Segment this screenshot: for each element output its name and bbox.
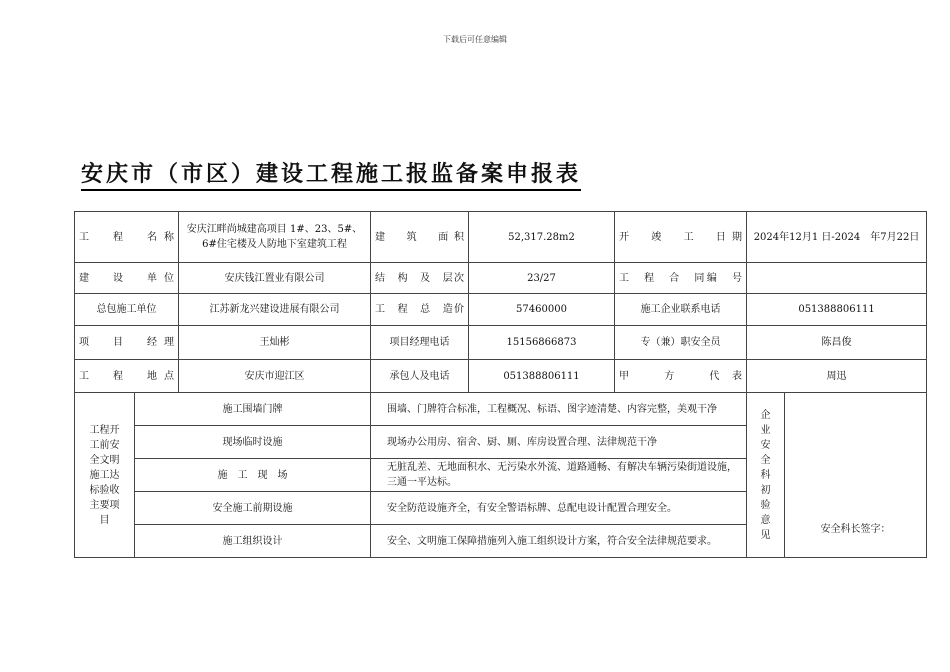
manager-phone-label: 项目经理电话 (371, 326, 469, 360)
header-note: 下载后可任意编辑 (443, 35, 507, 44)
inspection-item-requirement: 现场办公用房、宿舍、厨、厕、库房设置合理、法律规范干净 (371, 426, 747, 459)
site-label: 工 程 地点 (75, 360, 179, 393)
form-title: 安庆市（市区）建设工程施工报监备案申报表 (81, 162, 581, 191)
project-manager-value: 王灿彬 (179, 326, 371, 360)
inspection-item-requirement: 安全、文明施工保障措施列入施工组织设计方案，符合安全法律规范要求。 (371, 525, 747, 558)
inspection-row-1 (75, 393, 927, 426)
safety-officer-label: 专（兼）职安全员 (615, 326, 747, 360)
construction-dates-value: 2024年12月1 日-2024 年7月22日 (747, 212, 927, 263)
contractor-phone-label: 承包人及电话 (371, 360, 469, 393)
safety-chief-signature (785, 393, 927, 558)
row-general-contractor (75, 294, 927, 326)
signature-label: 安全科长签字： (820, 524, 891, 535)
row-project-name (75, 212, 927, 263)
general-contractor-label: 总包施工单位 (75, 294, 179, 326)
inspection-item-name: 安全施工前期设施 (135, 492, 371, 525)
project-name-label: 工 程 名称 (75, 212, 179, 263)
building-area-value: 52,317.28m2 (469, 212, 615, 263)
inspection-item-name: 施工组织设计 (135, 525, 371, 558)
inspection-item-requirement: 围墙、门牌符合标准，工程概况、标语、图字迹清楚、内容完整，美观干净 (371, 393, 747, 426)
manager-phone-value: 15156866873 (469, 326, 615, 360)
row-project-manager (75, 326, 927, 360)
safety-officer-value: 陈昌俊 (747, 326, 927, 360)
construction-dates-label: 开 竣 工 日期 (615, 212, 747, 263)
general-contractor-value: 江苏新龙兴建设进展有限公司 (179, 294, 371, 326)
safety-dept-opinion-label: 企业安全科初验意见 (747, 393, 785, 558)
total-cost-label: 工 程 总 造价 (371, 294, 469, 326)
structure-label: 结 构 及 层次 (371, 263, 469, 294)
row-site (75, 360, 927, 393)
inspection-side-label: 工程开工前安全文明施工达标验收主要项目 (75, 393, 135, 558)
row-builder (75, 263, 927, 294)
project-name-value: 安庆江畔尚城建高项目 1#、23、5#、6#住宅楼及人防地下室建筑工程 (179, 212, 371, 263)
inspection-item-requirement: 安全防范设施齐全，有安全警语标牌、总配电设计配置合理安全。 (371, 492, 747, 525)
project-manager-label: 项 目 经理 (75, 326, 179, 360)
contractor-phone-value: 051388806111 (469, 360, 615, 393)
inspection-item-name: 施 工 现 场 (135, 459, 371, 492)
company-phone-value: 051388806111 (747, 294, 927, 326)
company-phone-label: 施工企业联系电话 (615, 294, 747, 326)
registration-form-table (74, 211, 927, 558)
building-area-label: 建 筑 面积 (371, 212, 469, 263)
site-value: 安庆市迎江区 (179, 360, 371, 393)
party-a-label: 甲 方 代表 (615, 360, 747, 393)
builder-label: 建 设 单位 (75, 263, 179, 294)
party-a-value: 周迅 (747, 360, 927, 393)
inspection-item-name: 施工围墙门牌 (135, 393, 371, 426)
contract-number-value (747, 263, 927, 294)
structure-value: 23/27 (469, 263, 615, 294)
builder-value: 安庆钱江置业有限公司 (179, 263, 371, 294)
contract-number-label: 工 程 合 同编 号 (615, 263, 747, 294)
inspection-item-requirement: 无脏乱差、无地面积水、无污染水外流、道路通畅、有解决车辆污染街道设施，三通一平达标。 (371, 459, 747, 492)
inspection-item-name: 现场临时设施 (135, 426, 371, 459)
total-cost-value: 57460000 (469, 294, 615, 326)
